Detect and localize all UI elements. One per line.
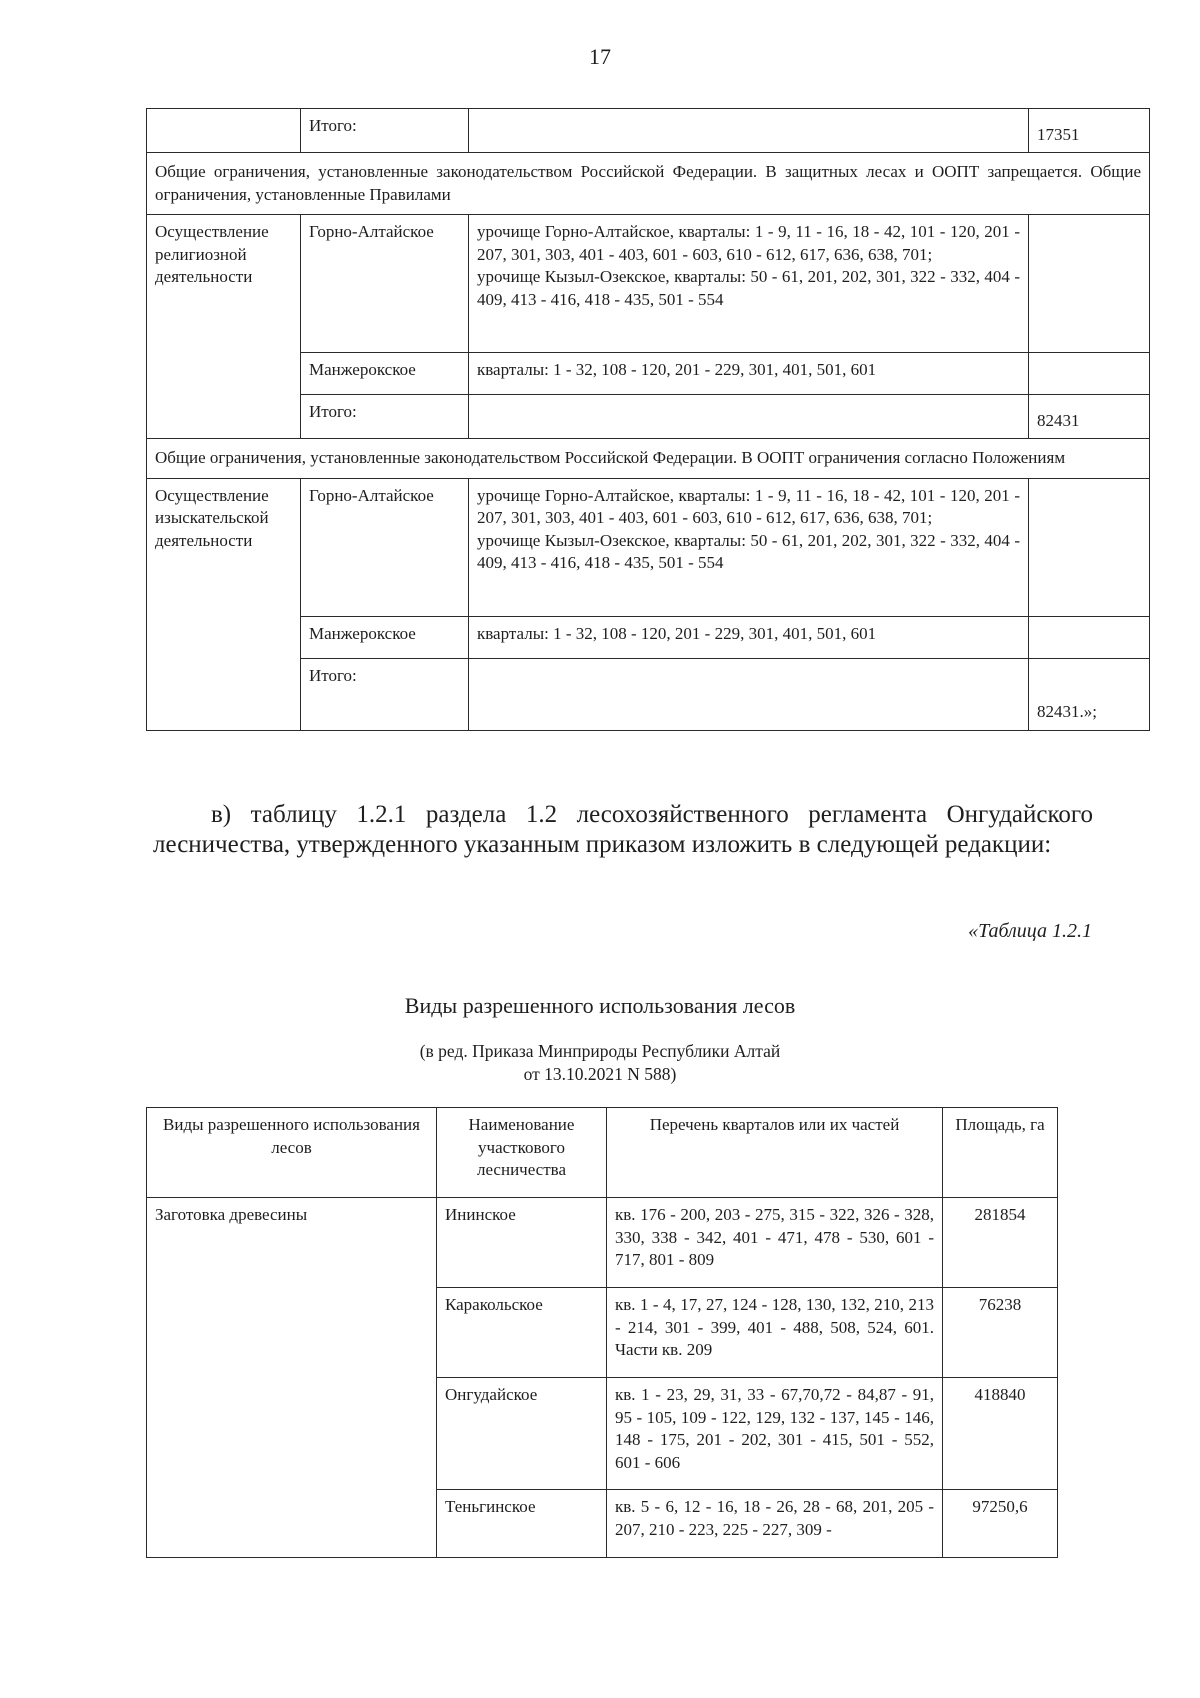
quarters-list: кварталы: 1 - 32, 108 - 120, 201 - 229, 301, 401, 501, 601 <box>469 353 1029 395</box>
quarters-list: кварталы: 1 - 32, 108 - 120, 201 - 229, 301, 401, 501, 601 <box>469 616 1029 658</box>
restrictions-note: Общие ограничения, установленные законодательством Российской Федерации. В защитных лесах и ООПТ запрещается. Общие ограничения, установленные Правилами <box>147 153 1150 215</box>
area-cell <box>1029 478 1150 616</box>
subtitle-line: (в ред. Приказа Минприроды Республики Алтай <box>419 1041 781 1061</box>
activity-name: Осуществление религиозной деятельности <box>147 215 301 439</box>
activity-name: Осуществление изыскательской деятельности <box>147 478 301 730</box>
forestry-name: Теньгинское <box>437 1490 607 1558</box>
forestry-name: Каракольское <box>437 1288 607 1378</box>
area-value: 418840 <box>943 1378 1058 1490</box>
area-value: 76238 <box>943 1288 1058 1378</box>
quarters-list: урочище Горно-Алтайское, кварталы: 1 - 9, 11 - 16, 18 - 42, 101 - 120, 201 - 207, 301, 303, 401 - 403, 601 - 603, 610 - 612, 617, 636, 638, 701; урочище Кызыл-Озекское, кварталы: 50 - 61, 201, 202, 301, 322 - 332, 404 - 409, 413 - 416, 418 - 435, 501 - 554 <box>469 215 1029 353</box>
section-title: Виды разрешенного использования лесов <box>404 993 796 1018</box>
table-caption: «Таблица 1.2.1 <box>968 920 1092 942</box>
quarters-list: урочище Горно-Алтайское, кварталы: 1 - 9, 11 - 16, 18 - 42, 101 - 120, 201 - 207, 301, 303, 401 - 403, 601 - 603, 610 - 612, 617, 636, 638, 701; урочище Кызыл-Озекское, кварталы: 50 - 61, 201, 202, 301, 322 - 332, 404 - 409, 413 - 416, 418 - 435, 501 - 554 <box>469 478 1029 616</box>
permitted-use-table <box>146 1107 1058 1558</box>
area-value: 281854 <box>943 1198 1058 1288</box>
empty-cell <box>147 109 301 153</box>
forestry-name: Манжерокское <box>301 616 469 658</box>
total-value: 17351 <box>1029 109 1150 153</box>
empty-cell <box>469 109 1029 153</box>
table-row <box>147 215 1150 353</box>
total-label: Итого: <box>301 658 469 730</box>
area-value: 97250,6 <box>943 1490 1058 1558</box>
quarters-list: кв. 176 - 200, 203 - 275, 315 - 322, 326 - 328, 330, 338 - 342, 401 - 471, 478 - 530, 601 - 717, 801 - 809 <box>607 1198 943 1288</box>
table-row <box>147 478 1150 616</box>
section-subtitle <box>0 1040 1200 1086</box>
table-row <box>147 1198 1058 1288</box>
total-value: 82431 <box>1029 395 1150 439</box>
subtitle-line: от 13.10.2021 N 588) <box>523 1064 677 1084</box>
table-header-row <box>147 1108 1058 1198</box>
quarters-list: кв. 1 - 4, 17, 27, 124 - 128, 130, 132, 210, 213 - 214, 301 - 399, 401 - 488, 508, 524, 601. Части кв. 209 <box>607 1288 943 1378</box>
page-number: 17 <box>589 44 611 69</box>
activity-name: Заготовка древесины <box>147 1198 437 1558</box>
regulations-table-continued <box>146 108 1150 731</box>
empty-cell <box>469 658 1029 730</box>
header-cell: Виды разрешенного использования лесов <box>147 1108 437 1198</box>
total-row <box>147 109 1150 153</box>
header-cell: Перечень кварталов или их частей <box>607 1108 943 1198</box>
forestry-name: Горно-Алтайское <box>301 215 469 353</box>
forestry-name: Горно-Алтайское <box>301 478 469 616</box>
total-label: Итого: <box>301 395 469 439</box>
area-cell <box>1029 215 1150 353</box>
paragraph-text: в) таблицу 1.2.1 раздела 1.2 лесохозяйственного регламента Онгудайского лесничества, утвержденного указанным приказом изложить в следующей редакции: <box>153 801 1093 858</box>
forestry-name: Ининское <box>437 1198 607 1288</box>
restrictions-note: Общие ограничения, установленные законодательством Российской Федерации. В ООПТ ограничения согласно Положениям <box>147 439 1150 479</box>
quarters-list: кв. 1 - 23, 29, 31, 33 - 67,70,72 - 84,87 - 91, 95 - 105, 109 - 122, 129, 132 - 137, 145 - 146, 148 - 175, 201 - 202, 301 - 415, 501 - 552, 601 - 606 <box>607 1378 943 1490</box>
amendment-paragraph <box>153 800 1093 860</box>
area-cell <box>1029 616 1150 658</box>
restrictions-note-row <box>147 439 1150 479</box>
area-cell <box>1029 353 1150 395</box>
total-value: 82431.»; <box>1029 658 1150 730</box>
forestry-name: Онгудайское <box>437 1378 607 1490</box>
quarters-list: кв. 5 - 6, 12 - 16, 18 - 26, 28 - 68, 201, 205 - 207, 210 - 223, 225 - 227, 309 - <box>607 1490 943 1558</box>
header-cell: Наименование участкового лесничества <box>437 1108 607 1198</box>
empty-cell <box>469 395 1029 439</box>
forestry-name: Манжерокское <box>301 353 469 395</box>
restrictions-note-row <box>147 153 1150 215</box>
total-label: Итого: <box>301 109 469 153</box>
header-cell: Площадь, га <box>943 1108 1058 1198</box>
